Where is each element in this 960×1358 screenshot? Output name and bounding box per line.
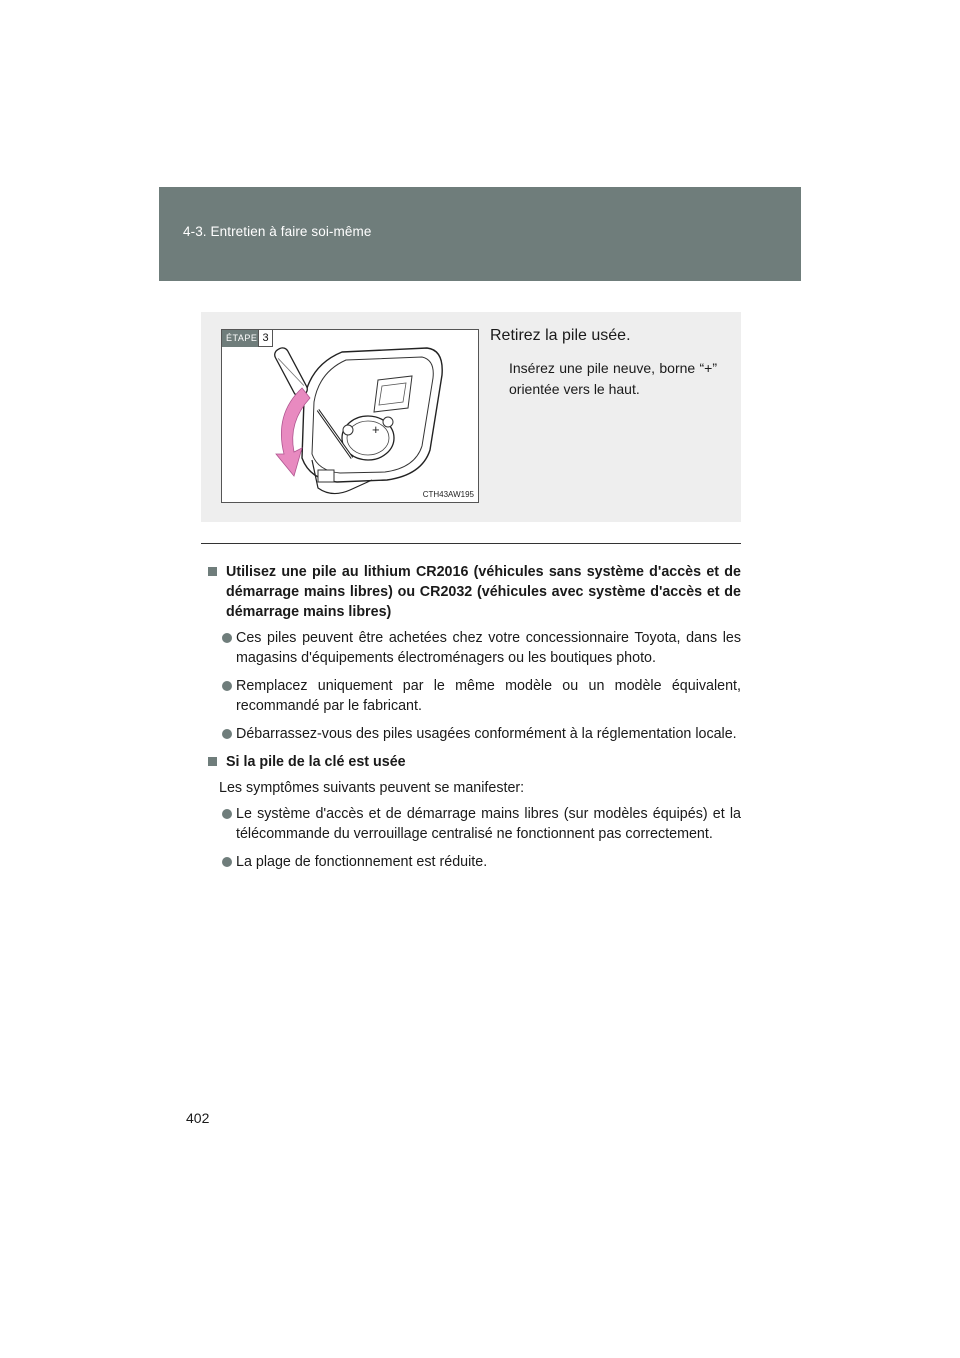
section-intro: Les symptômes suivants peuvent se manifester:	[219, 780, 525, 796]
list-item	[208, 852, 741, 872]
round-bullet-icon	[222, 729, 232, 739]
section-heading	[208, 562, 741, 622]
round-bullet-icon	[222, 809, 232, 819]
battery-illustration	[221, 329, 479, 503]
section-divider	[201, 543, 741, 544]
step-badge-label: ÉTAPE	[222, 330, 258, 347]
round-bullet-icon	[222, 681, 232, 691]
section-title: 4-3. Entretien à faire soi-même	[183, 224, 372, 239]
list-item	[208, 804, 741, 844]
list-item-text: Ces piles peuvent être achetées chez votre concessionnaire Toyota, dans les magasins d'équipements électroménagers ou les boutiques photo.	[236, 630, 741, 666]
header-band	[159, 187, 801, 281]
step-badge-number: 3	[258, 330, 273, 347]
square-bullet-icon	[208, 757, 217, 766]
section-heading-text: Si la pile de la clé est usée	[226, 754, 406, 770]
svg-text:+: +	[372, 422, 380, 437]
list-item	[208, 724, 741, 744]
notes-content	[208, 562, 741, 880]
step-title: Retirez la pile usée.	[490, 327, 631, 344]
step-badge	[222, 330, 273, 347]
square-bullet-icon	[208, 567, 217, 576]
round-bullet-icon	[222, 633, 232, 643]
section-heading	[208, 752, 741, 772]
list-item-text: La plage de fonctionnement est réduite.	[236, 854, 488, 870]
list-item	[208, 676, 741, 716]
figure-code: CTH43AW195	[422, 490, 474, 499]
section-heading-text: Utilisez une pile au lithium CR2016 (véhicules sans système d'accès et de démarrage mains libres) ou CR2032 (véhicules avec système d'accès et de démarrage mains libres)	[226, 564, 741, 620]
list-item-text: Remplacez uniquement par le même modèle ou un modèle équivalent, recommandé par le fabricant.	[236, 678, 741, 714]
round-bullet-icon	[222, 857, 232, 867]
page-number: 402	[186, 1110, 210, 1126]
list-item	[208, 628, 741, 668]
step-description: Insérez une pile neuve, borne “+” orientée vers le haut.	[509, 360, 717, 397]
list-item-text: Le système d'accès et de démarrage mains libres (sur modèles équipés) et la télécommande du verrouillage centralisé ne fonctionnent pas correctement.	[236, 806, 741, 842]
key-battery-drawing	[222, 330, 478, 502]
list-item-text: Débarrassez-vous des piles usagées conformément à la réglementation locale.	[236, 726, 737, 742]
step-panel	[201, 312, 741, 522]
